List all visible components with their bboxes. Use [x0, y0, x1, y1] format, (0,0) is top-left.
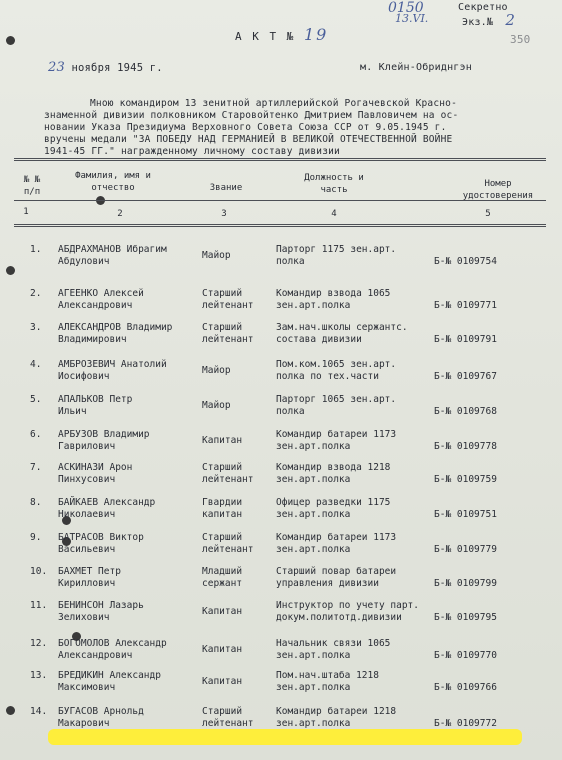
copy-label: [462, 11, 516, 29]
row-number: 12.: [30, 638, 48, 649]
row-name: АРБУЗОВ Владимир: [58, 429, 150, 440]
row-certificate: Б-№ 0109766: [434, 682, 497, 693]
row-position: зен.арт.полка: [276, 544, 351, 555]
row-certificate: Б-№ 0109791: [434, 334, 497, 345]
row-name: Александрович: [58, 650, 133, 661]
row-number: 2.: [30, 288, 42, 299]
table-top-rule: [14, 158, 546, 161]
row-number: 8.: [30, 497, 42, 508]
row-rank: Майор: [202, 400, 231, 411]
col-number: 2: [117, 209, 123, 219]
row-rank: капитан: [202, 509, 243, 520]
yellow-highlight-marker: [48, 729, 522, 745]
intro-line: вручены медали "ЗА ПОБЕДУ НАД ГЕРМАНИЕЙ В ВЕЛИКОЙ ОТЕЧЕСТВЕННОЙ ВОЙНЕ: [44, 134, 453, 145]
row-position: Парторг 1175 зен.арт.: [276, 244, 397, 255]
intro-line: знаменной дивизии полковником Старовойтенко Дмитрием Павловичем на ос-: [44, 110, 459, 121]
header-rule: [14, 200, 546, 201]
date-day: 23: [48, 60, 65, 75]
row-rank: Старший: [202, 462, 243, 473]
col-header-name-line: Фамилия, имя и: [75, 171, 151, 181]
row-rank: сержант: [202, 578, 243, 589]
row-position: Командир батареи 1218: [276, 706, 397, 717]
row-name: БУГАСОВ Арнольд: [58, 706, 144, 717]
col-header-position-line: часть: [320, 185, 348, 195]
row-position: Зам.нач.школы сержантс.: [276, 322, 408, 333]
row-rank: Капитан: [202, 435, 243, 446]
act-title: [235, 25, 328, 44]
secrecy-label: Секретно: [458, 2, 508, 13]
row-name: Владимирович: [58, 334, 127, 345]
col-header-name: [58, 170, 168, 194]
row-position: Офицер разведки 1175: [276, 497, 391, 508]
row-rank: Старший: [202, 288, 243, 299]
row-position: состава дивизии: [276, 334, 362, 345]
row-position: Пом.нач.штаба 1218: [276, 670, 379, 681]
row-certificate: Б-№ 0109799: [434, 578, 497, 589]
row-certificate: Б-№ 0109779: [434, 544, 497, 555]
row-number: 7.: [30, 462, 42, 473]
row-number: 1.: [30, 244, 42, 255]
row-position: управления дивизии: [276, 578, 379, 589]
row-rank: Старший: [202, 532, 243, 543]
sheet-number: 350: [510, 33, 531, 46]
row-position: Командир батареи 1173: [276, 429, 397, 440]
stamp-date: 13.VI.: [395, 12, 429, 25]
row-position: зен.арт.полка: [276, 509, 351, 520]
col-header-cert: [448, 178, 548, 202]
col-header-cert-line: удостоверения: [462, 191, 534, 201]
row-number: 13.: [30, 670, 48, 681]
date-rest: ноября 1945 г.: [71, 62, 163, 74]
row-name: АПАЛЬКОВ Петр: [58, 394, 133, 405]
row-position: полка по тех.части: [276, 371, 379, 382]
row-certificate: Б-№ 0109771: [434, 300, 497, 311]
row-name: Зелихович: [58, 612, 110, 623]
row-rank: лейтенант: [202, 544, 254, 555]
row-certificate: Б-№ 0109768: [434, 406, 497, 417]
intro-line: новании Указа Президиума Верховного Совета Союза ССР от 9.05.1945 г.: [44, 122, 447, 133]
row-name: Николаевич: [58, 509, 116, 520]
copy-label-text: Экз.№: [462, 17, 494, 28]
copy-number: 2: [505, 11, 516, 29]
col-header-name-line: отчество: [91, 183, 135, 193]
row-name: Макарович: [58, 718, 110, 729]
row-name: Иосифович: [58, 371, 110, 382]
row-name: БОГОМОЛОВ Александр: [58, 638, 167, 649]
row-certificate: Б-№ 0109751: [434, 509, 497, 520]
row-position: Командир батареи 1173: [276, 532, 397, 543]
act-number: 19: [303, 25, 329, 44]
row-position: зен.арт.полка: [276, 718, 351, 729]
row-number: 4.: [30, 359, 42, 370]
column-numbers-rule: [14, 224, 546, 227]
row-name: АГЕЕНКО Алексей: [58, 288, 144, 299]
col-header-position: [274, 172, 394, 196]
row-name: БАЙКАЕВ Александр: [58, 497, 156, 508]
row-position: Инструктор по учету парт.: [276, 600, 419, 611]
row-name: БАТРАСОВ Виктор: [58, 532, 144, 543]
col-header-num-line: п/п: [23, 187, 41, 197]
stamp-code: 0150: [388, 0, 424, 16]
col-number: 4: [331, 209, 337, 219]
row-rank: лейтенант: [202, 300, 254, 311]
row-certificate: Б-№ 0109770: [434, 650, 497, 661]
row-name: Максимович: [58, 682, 116, 693]
row-rank: Майор: [202, 250, 231, 261]
row-number: 10.: [30, 566, 48, 577]
row-position: Командир взвода 1065: [276, 288, 391, 299]
row-position: Начальник связи 1065: [276, 638, 391, 649]
col-number: 3: [221, 209, 227, 219]
row-certificate: Б-№ 0109767: [434, 371, 497, 382]
row-position: Парторг 1065 зен.арт.: [276, 394, 397, 405]
row-rank: Капитан: [202, 606, 243, 617]
row-position: Пом.ком.1065 зен.арт.: [276, 359, 397, 370]
col-header-num: [14, 174, 50, 198]
row-certificate: Б-№ 0109759: [434, 474, 497, 485]
row-name: Кириллович: [58, 578, 116, 589]
col-header-rank: Звание: [209, 183, 243, 193]
row-number: 9.: [30, 532, 42, 543]
row-rank: Старший: [202, 706, 243, 717]
row-name: АСКИНАЗИ Арон: [58, 462, 133, 473]
act-title-text: А К Т №: [235, 30, 296, 43]
row-name: Гаврилович: [58, 441, 116, 452]
row-position: зен.арт.полка: [276, 300, 351, 311]
row-number: 11.: [30, 600, 48, 611]
row-name: Александрович: [58, 300, 133, 311]
punch-hole: [6, 266, 15, 275]
row-position: полка: [276, 256, 305, 267]
intro-line: Мною командиром 13 зенитной артиллерийской Рогачевской Красно-: [90, 98, 458, 109]
row-name: Ильич: [58, 406, 87, 417]
intro-line: 1941-45 ГГ." награжденному личному составу дивизии: [44, 146, 340, 157]
row-rank: Младший: [202, 566, 243, 577]
row-rank: Капитан: [202, 644, 243, 655]
row-name: БЕНИНСОН Лазарь: [58, 600, 144, 611]
row-name: Абдулович: [58, 256, 110, 267]
row-position: зен.арт.полка: [276, 650, 351, 661]
row-certificate: Б-№ 0109795: [434, 612, 497, 623]
punch-hole: [6, 36, 15, 45]
row-name: АМБРОЗЕВИЧ Анатолий: [58, 359, 167, 370]
col-number: 5: [485, 209, 491, 219]
row-certificate: Б-№ 0109778: [434, 441, 497, 452]
col-header-num-line: № №: [23, 175, 41, 185]
row-position: зен.арт.полка: [276, 474, 351, 485]
col-number: 1: [23, 207, 29, 217]
row-rank: Старший: [202, 322, 243, 333]
punch-hole: [6, 706, 15, 715]
document-place: м. Клейн-Обриднгэн: [360, 62, 472, 73]
row-certificate: Б-№ 0109754: [434, 256, 497, 267]
row-name: БАХМЕТ Петр: [58, 566, 121, 577]
row-number: 6.: [30, 429, 42, 440]
row-position: докум.политотд.дивизии: [276, 612, 402, 623]
row-rank: Капитан: [202, 676, 243, 687]
row-certificate: Б-№ 0109772: [434, 718, 497, 729]
row-rank: Гвардии: [202, 497, 243, 508]
document-date: [48, 62, 163, 74]
row-number: 3.: [30, 322, 42, 333]
row-position: полка: [276, 406, 305, 417]
col-header-cert-line: Номер: [484, 179, 512, 189]
row-position: зен.арт.полка: [276, 682, 351, 693]
row-position: Старший повар батареи: [276, 566, 397, 577]
row-name: Пинхусович: [58, 474, 116, 485]
col-header-position-line: Должность и: [304, 173, 364, 183]
row-rank: лейтенант: [202, 334, 254, 345]
row-number: 5.: [30, 394, 42, 405]
row-rank: Майор: [202, 365, 231, 376]
row-name: Васильевич: [58, 544, 116, 555]
row-rank: лейтенант: [202, 718, 254, 729]
row-rank: лейтенант: [202, 474, 254, 485]
row-number: 14.: [30, 706, 48, 717]
row-position: зен.арт.полка: [276, 441, 351, 452]
row-name: АЛЕКСАНДРОВ Владимир: [58, 322, 173, 333]
row-position: Командир взвода 1218: [276, 462, 391, 473]
row-name: БРЕДИКИН Александр: [58, 670, 161, 681]
row-name: АБДРАХМАНОВ Ибрагим: [58, 244, 167, 255]
